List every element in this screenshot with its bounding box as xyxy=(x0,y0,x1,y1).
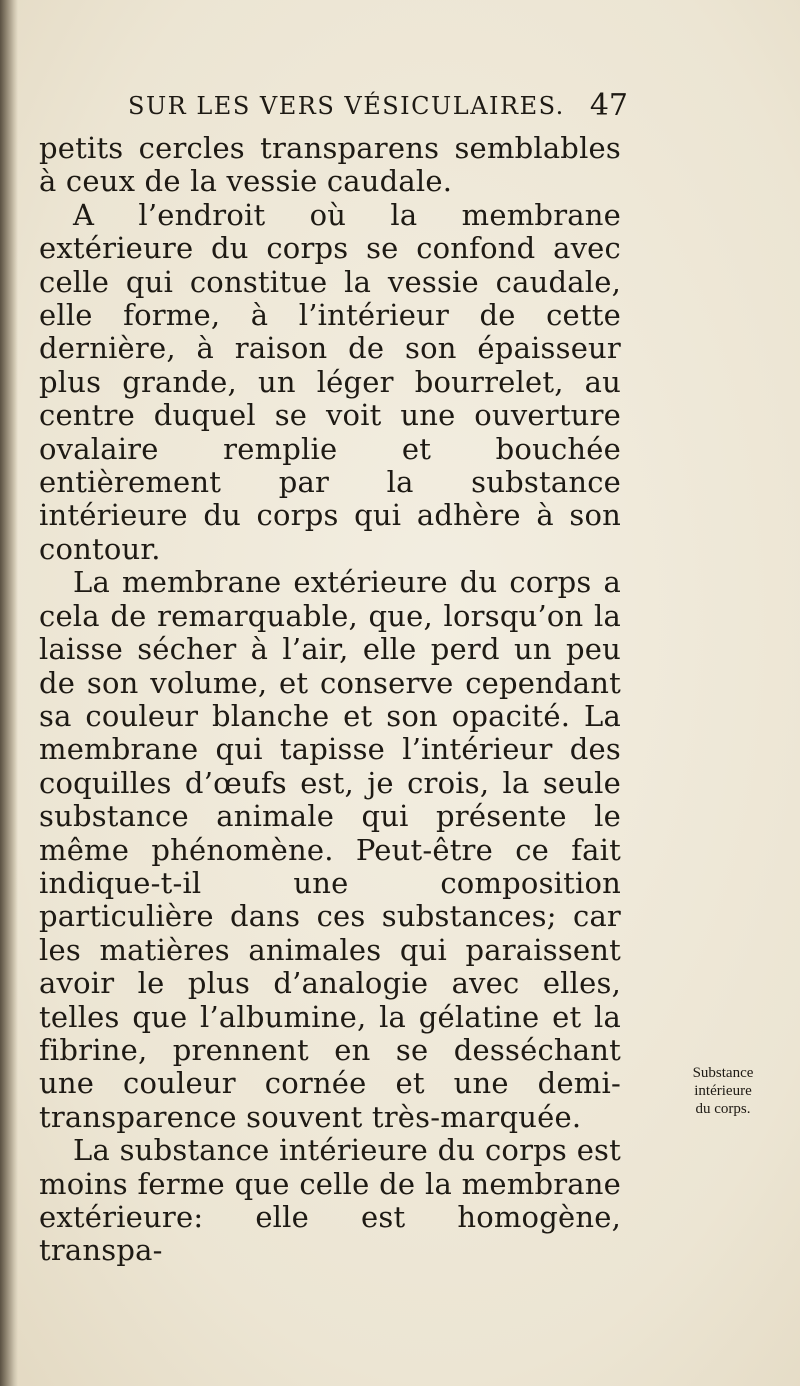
body-text xyxy=(39,132,621,1268)
running-head: SUR LES VERS VÉSICULAIRES. xyxy=(128,92,565,120)
page-header xyxy=(128,88,628,132)
paragraph: A l’endroit où la membrane extérieure du corps se confond avec celle qui constitue la vessie caudale, elle forme, à l’intérieur de cette dernière, à raison de son épaisseur plus grande, un léger bourrelet, au centre duquel se voit une ouverture ovalaire remplie et bouchée entièrement par la substance intérieure du corps qui adhère à son contour. xyxy=(39,197,621,566)
margin-note-line: du corps. xyxy=(695,1101,751,1117)
page-gutter-shadow xyxy=(0,0,18,1386)
margin-note-line: intérieure xyxy=(694,1083,752,1099)
page-number: 47 xyxy=(589,88,628,123)
paragraph: La substance intérieure du corps est moins ferme que celle de la membrane extérieure: elle est homogène, transpa- xyxy=(39,1133,621,1268)
paragraph: La membrane extérieure du corps a cela de remarquable, que, lorsqu’on la laisse sécher à l’air, elle perd un peu de son volume, et conserve cependant sa couleur blanche et son opacité. La membrane qui tapisse l’intérieur des coquilles d’œufs est, je crois, la seule substance animale qui présente le même phénomène. Peut-être ce fait indique-t-il une composition particulière dans ces substances; car les matières animales qui paraissent avoir le plus d’analogie avec elles, telles que l’albumine, la gélatine et la fibrine, prennent en se desséchant une couleur cornée et une demi-transparence souvent très-marquée. xyxy=(39,565,621,1134)
margin-note-line: Substance xyxy=(692,1065,754,1081)
paragraph-continuation: petits cercles transparens semblables à ceux de la vessie caudale. xyxy=(39,131,621,199)
margin-note xyxy=(663,1064,783,1118)
